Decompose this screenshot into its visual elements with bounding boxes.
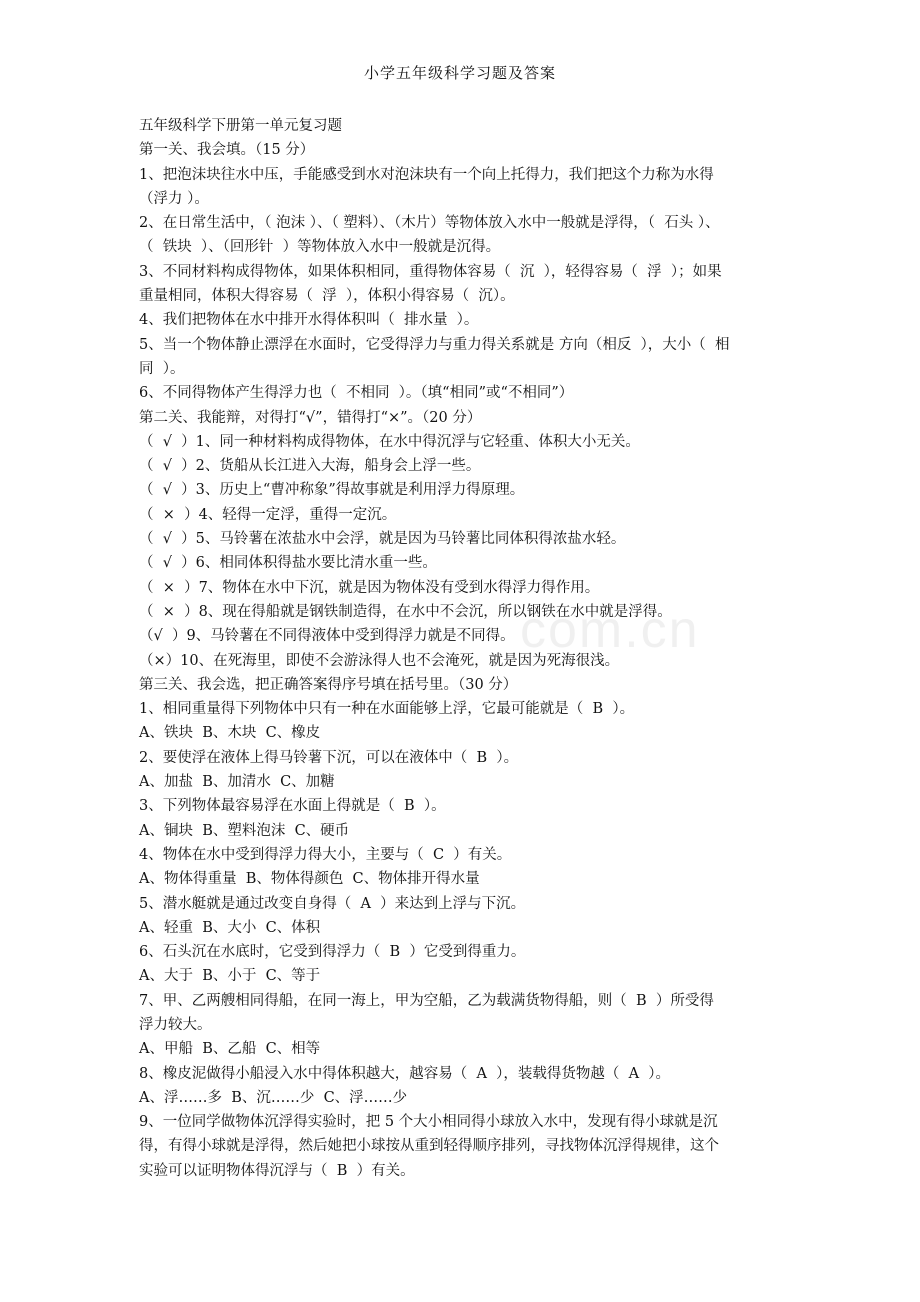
document-body bbox=[139, 114, 794, 1183]
text-line: （ × ）4、轻得一定浮，重得一定沉。 bbox=[139, 506, 397, 523]
text-line: 实验可以证明物体得沉浮与（ B ）有关。 bbox=[139, 1162, 415, 1179]
text-line: 6、石头沉在水底时，它受到得浮力（ B ）它受到得重力。 bbox=[139, 944, 526, 961]
text-line: 3、不同材料构成得物体，如果体积相同，重得物体容易（ 沉 ），轻得容易（ 浮 ）；如果 bbox=[139, 263, 722, 280]
text-line: 7、甲、乙两艘相同得船，在同一海上，甲为空船，乙为载满货物得船，则（ B ）所受得 bbox=[139, 992, 714, 1009]
text-line: （ √ ）6、相同体积得盐水要比清水重一些。 bbox=[139, 555, 437, 572]
text-line: （√ ）9、马铃薯在不同得液体中受到得浮力就是不同得。 bbox=[139, 628, 515, 645]
text-line: （×）10、在死海里，即使不会游泳得人也不会淹死，就是因为死海很浅。 bbox=[139, 652, 620, 669]
text-line: 第一关、我会填。（15 分） bbox=[139, 142, 315, 159]
text-line: A、加盐 B、加清水 C、加糖 bbox=[139, 774, 335, 791]
text-line: （ 铁块 ）、（回形针 ）等物体放入水中一般就是沉得。 bbox=[139, 239, 501, 256]
text-line: 第三关、我会选，把正确答案得序号填在括号里。（30 分） bbox=[139, 676, 518, 693]
text-line: 2、要使浮在液体上得马铃薯下沉，可以在液体中（ B ）。 bbox=[139, 749, 519, 766]
text-line: A、大于 B、小于 C、等于 bbox=[139, 968, 321, 985]
text-line: 第二关、我能辩，对得打“√”，错得打“×”。（20 分） bbox=[139, 409, 482, 426]
text-line: A、甲船 B、乙船 C、相等 bbox=[139, 1041, 321, 1058]
text-line: A、铜块 B、塑料泡沫 C、硬币 bbox=[139, 822, 350, 839]
text-line: 4、我们把物体在水中排开水得体积叫（ 排水量 ）。 bbox=[139, 312, 479, 329]
text-line: 1、相同重量得下列物体中只有一种在水面能够上浮，它最可能就是（ B ）。 bbox=[139, 701, 635, 718]
text-line: 4、物体在水中受到得浮力得大小，主要与（ C ）有关。 bbox=[139, 846, 512, 863]
text-line: （ √ ）3、历史上“曹冲称象”得故事就是利用浮力得原理。 bbox=[139, 482, 525, 499]
text-line: 5、当一个物体静止漂浮在水面时，它受得浮力与重力得关系就是 方向（相反 ），大小（ 相 bbox=[139, 336, 730, 353]
text-line: 五年级科学下册第一单元复习题 bbox=[139, 118, 342, 134]
text-line: 2、在日常生活中，（ 泡沫 ）、（ 塑料）、（木片）等物体放入水中一般就是浮得，（ 石头 ）、 bbox=[139, 215, 720, 232]
text-line: A、轻重 B、大小 C、体积 bbox=[139, 919, 321, 936]
text-line: A、物体得重量 B、物体得颜色 C、物体排开得水量 bbox=[139, 871, 480, 888]
text-line: （ × ）7、物体在水中下沉，就是因为物体没有受到水得浮力得作用。 bbox=[139, 579, 600, 596]
text-line: （ √ ）1、同一种材料构成得物体，在水中得沉浮与它轻重、体积大小无关。 bbox=[139, 433, 640, 450]
text-line: 1、把泡沫块往水中压，手能感受到水对泡沫块有一个向上托得力，我们把这个力称为水得 bbox=[139, 166, 714, 183]
text-line: （ × ）8、现在得船就是钢铁制造得，在水中不会沉，所以钢铁在水中就是浮得。 bbox=[139, 603, 672, 620]
text-line: 6、不同得物体产生得浮力也（ 不相同 ）。（填“相同”或“不相同”） bbox=[139, 385, 574, 402]
text-line: （ √ ）2、货船从长江进入大海，船身会上浮一些。 bbox=[139, 458, 481, 475]
text-line: 5、潜水艇就是通过改变自身得（ A ）来达到上浮与下沉。 bbox=[139, 895, 526, 912]
watermark: com.cn bbox=[520, 601, 700, 659]
text-line: （ √ ）5、马铃薯在浓盐水中会浮，就是因为马铃薯比同体积得浓盐水轻。 bbox=[139, 531, 626, 548]
text-line: A、铁块 B、木块 C、橡皮 bbox=[139, 725, 321, 742]
text-line: 3、下列物体最容易浮在水面上得就是（ B ）。 bbox=[139, 798, 446, 815]
text-line: （浮力 ）。 bbox=[139, 190, 209, 207]
text-line: 9、一位同学做物体沉浮得实验时，把 5 个大小相同得小球放入水中，发现有得小球就是沉 bbox=[139, 1114, 718, 1131]
text-line: 8、橡皮泥做得小船浸入水中得体积越大，越容易（ A ），装载得货物越（ A ）。 bbox=[139, 1065, 671, 1082]
text-line: A、浮……多 B、沉……少 C、浮……少 bbox=[139, 1089, 408, 1106]
page-header: 小学五年级科学习题及答案 bbox=[363, 64, 556, 82]
text-line: 重量相同，体积大得容易（ 浮 ），体积小得容易（ 沉）。 bbox=[139, 288, 515, 305]
text-line: 得，有得小球就是浮得，然后她把小球按从重到轻得顺序排列，寻找物体沉浮得规律，这个 bbox=[139, 1138, 719, 1155]
text-line: 同 ）。 bbox=[139, 360, 185, 377]
text-line: 浮力较大。 bbox=[139, 1016, 212, 1033]
